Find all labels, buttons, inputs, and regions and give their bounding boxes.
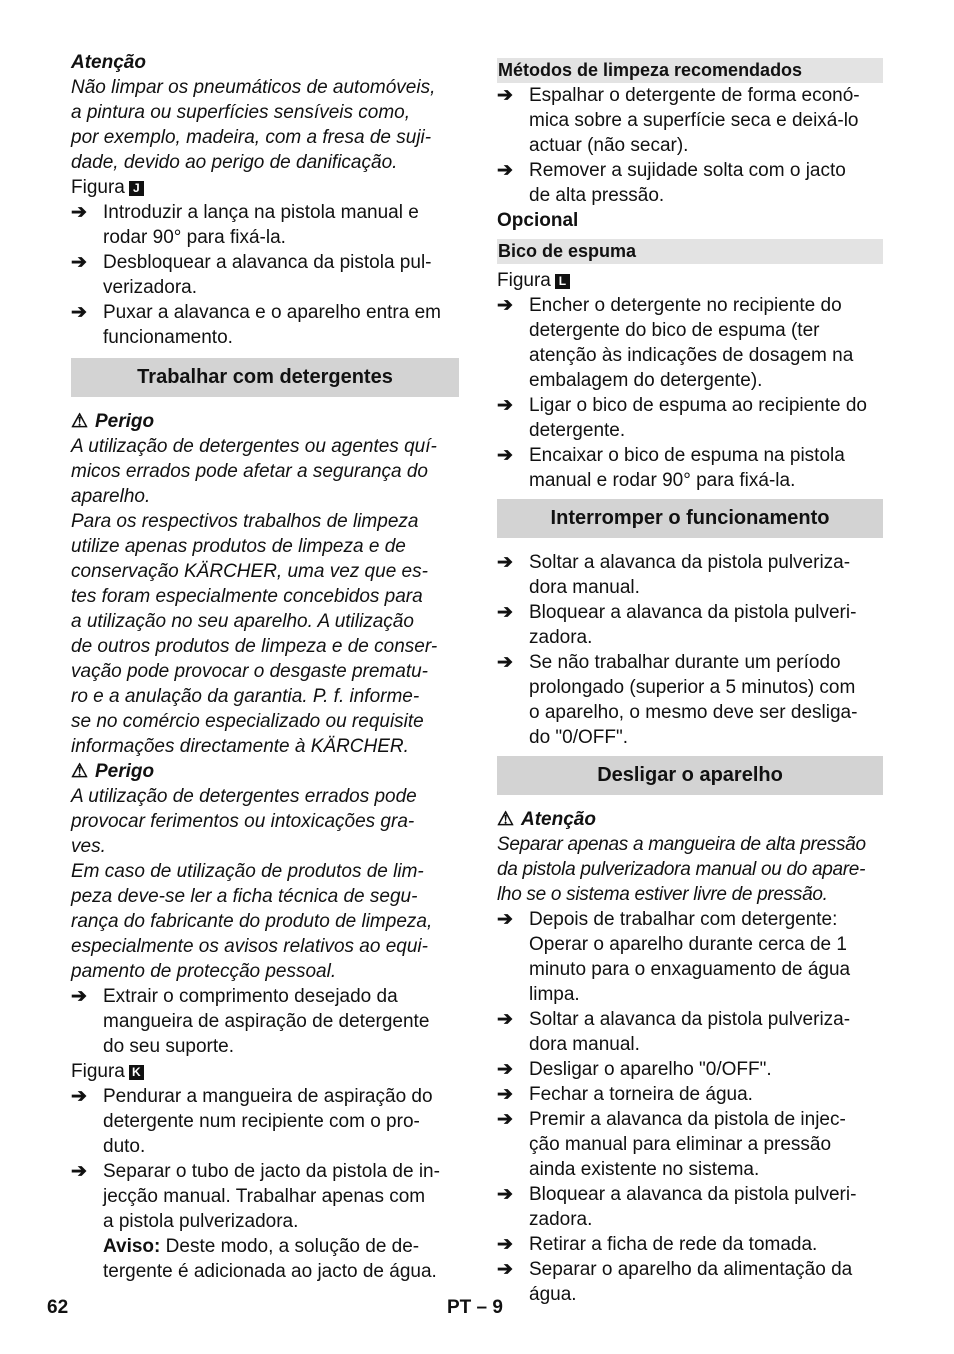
atencao-heading: ⚠ Atenção <box>497 809 596 830</box>
step-text: prolongado (superior a 5 minutos) com <box>529 677 856 698</box>
arrow-right-icon: ➔ <box>497 602 513 623</box>
step-text: Introduzir a lança na pistola manual e <box>103 202 419 223</box>
arrow-right-icon: ➔ <box>497 1259 513 1280</box>
text-line: informações directamente à KÄRCHER. <box>71 736 409 757</box>
arrow-right-icon: ➔ <box>497 445 513 466</box>
step-item <box>497 1257 883 1307</box>
text-line: especialmente os avisos relativos ao equi- <box>71 936 428 957</box>
arrow-right-icon: ➔ <box>71 1161 87 1182</box>
step-text: Separar o tubo de jacto da pistola de in- <box>103 1161 440 1182</box>
step-text: Desbloquear a alavanca da pistola pul- <box>103 252 432 273</box>
text-line: utilize apenas produtos de limpeza e de <box>71 536 406 557</box>
figure-letter-box: J <box>129 181 144 196</box>
arrow-right-icon: ➔ <box>497 1109 513 1130</box>
step-text: Bloquear a alavanca da pistola pulveri- <box>529 1184 857 1205</box>
step-text: Extrair o comprimento desejado da <box>103 986 398 1007</box>
arrow-right-icon: ➔ <box>497 1059 513 1080</box>
section-heading-interromper: Interromper o funcionamento <box>497 499 883 538</box>
step-text: detergente num recipiente com o pro- <box>103 1111 420 1132</box>
text-line: conservação KÄRCHER, uma vez que es- <box>71 561 428 582</box>
step-text: do seu suporte. <box>103 1036 234 1057</box>
arrow-right-icon: ➔ <box>71 302 87 323</box>
step-list <box>71 200 459 350</box>
text-line: rança do fabricante do produto de limpeza, <box>71 911 433 932</box>
section-heading-bico: Bico de espuma <box>497 239 883 264</box>
text-line: provocar ferimentos ou intoxicações gra- <box>71 811 415 832</box>
text-line: Separar apenas a mangueira de alta pressão <box>497 834 866 855</box>
step-item <box>497 393 883 443</box>
step-item <box>497 293 883 393</box>
text-line: A utilização de detergentes errados pode <box>71 786 417 807</box>
step-text: Separar o aparelho da alimentação da <box>529 1259 853 1280</box>
section-heading-desligar: Desligar o aparelho <box>497 756 883 795</box>
figure-reference: Figura J <box>71 175 459 200</box>
step-item <box>497 1082 883 1107</box>
step-text: detergente. <box>529 420 626 441</box>
text-line: ves. <box>71 836 106 857</box>
text-line: lho se o sistema estiver livre de pressão. <box>497 884 828 905</box>
step-item <box>497 1057 883 1082</box>
atencao-text <box>71 75 459 175</box>
step-text: Soltar a alavanca da pistola pulveriza- <box>529 552 851 573</box>
step-text: Premir a alavanca da pistola de injec- <box>529 1109 846 1130</box>
text-line: ro e a anulação da garantia. P. f. informe- <box>71 686 420 707</box>
perigo-text-2 <box>71 784 459 984</box>
step-text: Depois de trabalhar com detergente: <box>529 909 838 930</box>
step-text: detergente do bico de espuma (ter <box>529 320 820 341</box>
text-line: Não limpar os pneumáticos de automóveis, <box>71 77 436 98</box>
step-item <box>497 1107 883 1182</box>
arrow-right-icon: ➔ <box>71 202 87 223</box>
step-text: de alta pressão. <box>529 185 665 206</box>
text-line: vação pode provocar o desgaste prematu- <box>71 661 428 682</box>
step-item <box>71 300 459 350</box>
step-text: zadora. <box>529 1209 593 1230</box>
arrow-right-icon: ➔ <box>497 85 513 106</box>
step-text: Soltar a alavanca da pistola pulveriza- <box>529 1009 851 1030</box>
step-text: duto. <box>103 1136 146 1157</box>
step-text: dora manual. <box>529 577 640 598</box>
step-item <box>71 200 459 250</box>
text-line: de outros produtos de limpeza e de conser- <box>71 636 438 657</box>
step-text: Fechar a torneira de água. <box>529 1084 753 1105</box>
step-text: manual e rodar 90° para fixá-la. <box>529 470 796 491</box>
warning-triangle-icon: ⚠ <box>71 761 89 782</box>
text-line: dade, devido ao perigo de danificação. <box>71 152 398 173</box>
step-text: atenção às indicações de dosagem na <box>529 345 854 366</box>
step-text: Pendurar a mangueira de aspiração do <box>103 1086 433 1107</box>
step-text: Retirar a ficha de rede da tomada. <box>529 1234 818 1255</box>
step-text: a pistola pulverizadora. <box>103 1211 299 1232</box>
arrow-right-icon: ➔ <box>497 652 513 673</box>
step-item <box>497 1007 883 1057</box>
page-number: 62 <box>47 1297 69 1318</box>
figure-reference: Figura L <box>497 268 883 293</box>
step-item <box>497 1182 883 1232</box>
atencao-text <box>497 832 883 907</box>
step-text: rodar 90° para fixá-la. <box>103 227 286 248</box>
step-text: limpa. <box>529 984 580 1005</box>
step-text: água. <box>529 1284 577 1305</box>
atencao-heading: Atenção <box>71 52 146 73</box>
step-item <box>497 650 883 750</box>
text-line: micos errados pode afetar a segurança do <box>71 461 428 482</box>
arrow-right-icon: ➔ <box>71 252 87 273</box>
left-column <box>71 50 459 1284</box>
page-label: PT – 9 <box>447 1297 503 1318</box>
step-list <box>497 550 883 750</box>
text-line: da pistola pulverizadora manual ou do apare- <box>497 859 866 880</box>
step-text: jecção manual. Trabalhar apenas com <box>103 1186 426 1207</box>
arrow-right-icon: ➔ <box>497 295 513 316</box>
step-text: actuar (não secar). <box>529 135 689 156</box>
step-list <box>71 1084 459 1234</box>
arrow-right-icon: ➔ <box>497 1234 513 1255</box>
section-heading-trabalhar: Trabalhar com detergentes <box>71 358 459 397</box>
step-text: verizadora. <box>103 277 197 298</box>
text-line: peza deve-se ler a ficha técnica de segu- <box>71 886 418 907</box>
text-line: Para os respectivos trabalhos de limpeza <box>71 511 419 532</box>
text-line: se no comércio especializado ou requisite <box>71 711 424 732</box>
text-line: Em caso de utilização de produtos de lim- <box>71 861 424 882</box>
step-item <box>497 907 883 1007</box>
step-text: ção manual para eliminar a pressão <box>529 1134 832 1155</box>
arrow-right-icon: ➔ <box>71 986 87 1007</box>
step-text: dora manual. <box>529 1034 640 1055</box>
step-item <box>71 984 459 1059</box>
figure-reference: Figura K <box>71 1059 459 1084</box>
step-text: Remover a sujidade solta com o jacto <box>529 160 846 181</box>
arrow-right-icon: ➔ <box>497 909 513 930</box>
warning-triangle-icon: ⚠ <box>497 809 515 830</box>
step-list <box>71 984 459 1059</box>
step-text: Operar o aparelho durante cerca de 1 <box>529 934 847 955</box>
figure-letter-box: K <box>129 1065 144 1080</box>
step-text: Bloquear a alavanca da pistola pulveri- <box>529 602 857 623</box>
section-heading-metodos: Métodos de limpeza recomendados <box>497 58 883 83</box>
text-line: aparelho. <box>71 486 151 507</box>
step-text: funcionamento. <box>103 327 233 348</box>
step-text: Desligar o aparelho "0/OFF". <box>529 1059 772 1080</box>
step-text: Ligar o bico de espuma ao recipiente do <box>529 395 868 416</box>
step-item <box>497 158 883 208</box>
step-item <box>497 600 883 650</box>
step-item <box>71 250 459 300</box>
arrow-right-icon: ➔ <box>497 395 513 416</box>
arrow-right-icon: ➔ <box>497 1184 513 1205</box>
text-line: por exemplo, madeira, com a fresa de suji- <box>71 127 432 148</box>
warning-triangle-icon: ⚠ <box>71 411 89 432</box>
text-line: A utilização de detergentes ou agentes quí- <box>71 436 437 457</box>
right-column <box>497 50 883 1307</box>
arrow-right-icon: ➔ <box>497 1009 513 1030</box>
step-item <box>497 83 883 158</box>
step-list <box>497 83 883 208</box>
step-item <box>497 1232 883 1257</box>
step-text: do "0/OFF". <box>529 727 629 748</box>
text-line: a pintura ou superfícies sensíveis como, <box>71 102 411 123</box>
step-text: embalagem do detergente). <box>529 370 763 391</box>
perigo-heading-2: ⚠ Perigo <box>71 761 155 782</box>
step-text: mica sobre a superfície seca e deixá-lo <box>529 110 859 131</box>
step-item <box>71 1159 459 1234</box>
opcional-heading: Opcional <box>497 210 579 231</box>
step-text: Puxar a alavanca e o aparelho entra em <box>103 302 441 323</box>
arrow-right-icon: ➔ <box>497 160 513 181</box>
step-text: ainda existente no sistema. <box>529 1159 760 1180</box>
perigo-text <box>71 434 459 759</box>
step-item <box>497 550 883 600</box>
step-text: Espalhar o detergente de forma econó- <box>529 85 860 106</box>
arrow-right-icon: ➔ <box>497 552 513 573</box>
perigo-heading: ⚠ Perigo <box>71 411 155 432</box>
step-item <box>497 443 883 493</box>
step-list <box>497 907 883 1307</box>
step-list <box>497 293 883 493</box>
step-text: Se não trabalhar durante um período <box>529 652 841 673</box>
step-text: mangueira de aspiração de detergente <box>103 1011 430 1032</box>
text-line: pamento de protecção pessoal. <box>71 961 337 982</box>
step-text: zadora. <box>529 627 593 648</box>
step-text: Encher o detergente no recipiente do <box>529 295 842 316</box>
text-line: a utilização no seu aparelho. A utilização <box>71 611 414 632</box>
step-item <box>71 1084 459 1159</box>
step-text: Encaixar o bico de espuma na pistola <box>529 445 845 466</box>
step-text: o aparelho, o mesmo deve ser desliga- <box>529 702 858 723</box>
arrow-right-icon: ➔ <box>497 1084 513 1105</box>
text-line: tes foram especialmente concebidos para <box>71 586 423 607</box>
arrow-right-icon: ➔ <box>71 1086 87 1107</box>
figure-letter-box: L <box>555 274 570 289</box>
step-text: minuto para o enxaguamento de água <box>529 959 851 980</box>
aviso-note: Aviso: Deste modo, a solução de de- tergente é adicionada ao jacto de água. <box>103 1236 437 1282</box>
